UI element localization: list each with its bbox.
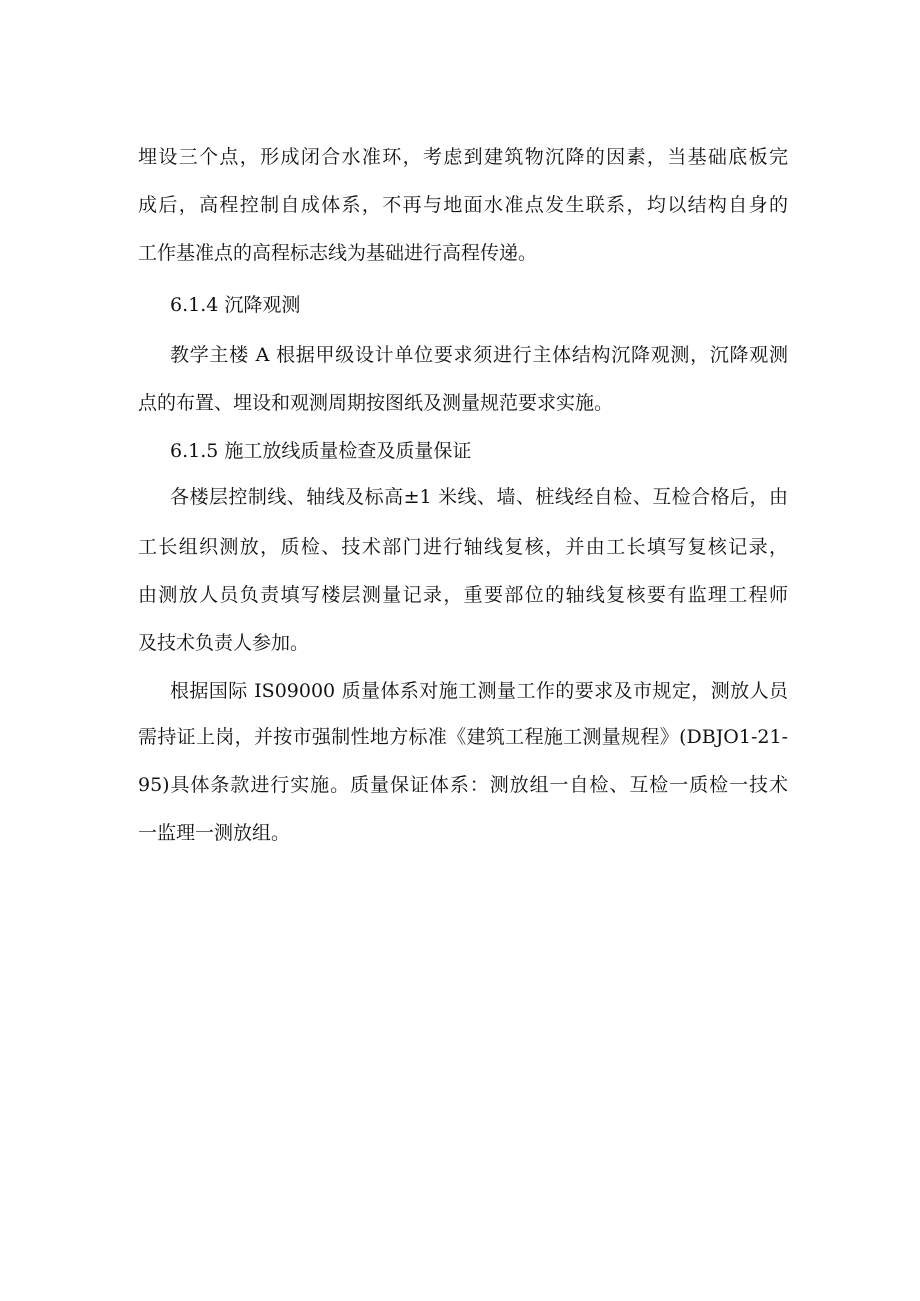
paragraph-line: 点的布置、埋设和观测周期按图纸及测量规范要求实施。 (138, 392, 614, 414)
paragraph-line: 由测放人员负责填写楼层测量记录，重要部位的轴线复核要有监理工程师 (138, 584, 788, 606)
paragraph-line: 工长组织测放，质检、技术部门进行轴线复核，并由工长填写复核记录， (138, 536, 788, 558)
paragraph-line: 各楼层控制线、轴线及标高±1 米线、墙、桩线经自检、互检合格后，由 (170, 486, 788, 508)
paragraph-line: 成后，高程控制自成体系，不再与地面水准点发生联系，均以结构自身的 (138, 194, 788, 216)
paragraph-line: 及技术负责人参加。 (138, 632, 310, 654)
paragraph-line: 工作基准点的高程标志线为基础进行高程传递。 (138, 242, 538, 264)
paragraph-line: 一监理一测放组。 (138, 822, 291, 844)
paragraph-line: 95)具体条款进行实施。质量保证体系：测放组一自检、互检一质检一技术 (138, 774, 788, 796)
paragraph-line: 根据国际 IS09000 质量体系对施工测量工作的要求及市规定，测放人员 (170, 680, 788, 702)
section-heading-6-1-4: 6.1.4 沉降观测 (170, 294, 301, 316)
paragraph-line: 埋设三个点，形成闭合水准环，考虑到建筑物沉降的因素，当基础底板完 (138, 146, 788, 168)
paragraph-line: 教学主楼 A 根据甲级设计单位要求须进行主体结构沉降观测，沉降观测 (170, 344, 788, 366)
paragraph-line: 需持证上岗，并按市强制性地方标准《建筑工程施工测量规程》(DBJO1-21- (138, 726, 788, 748)
section-heading-6-1-5: 6.1.5 施工放线质量检查及质量保证 (170, 440, 472, 462)
